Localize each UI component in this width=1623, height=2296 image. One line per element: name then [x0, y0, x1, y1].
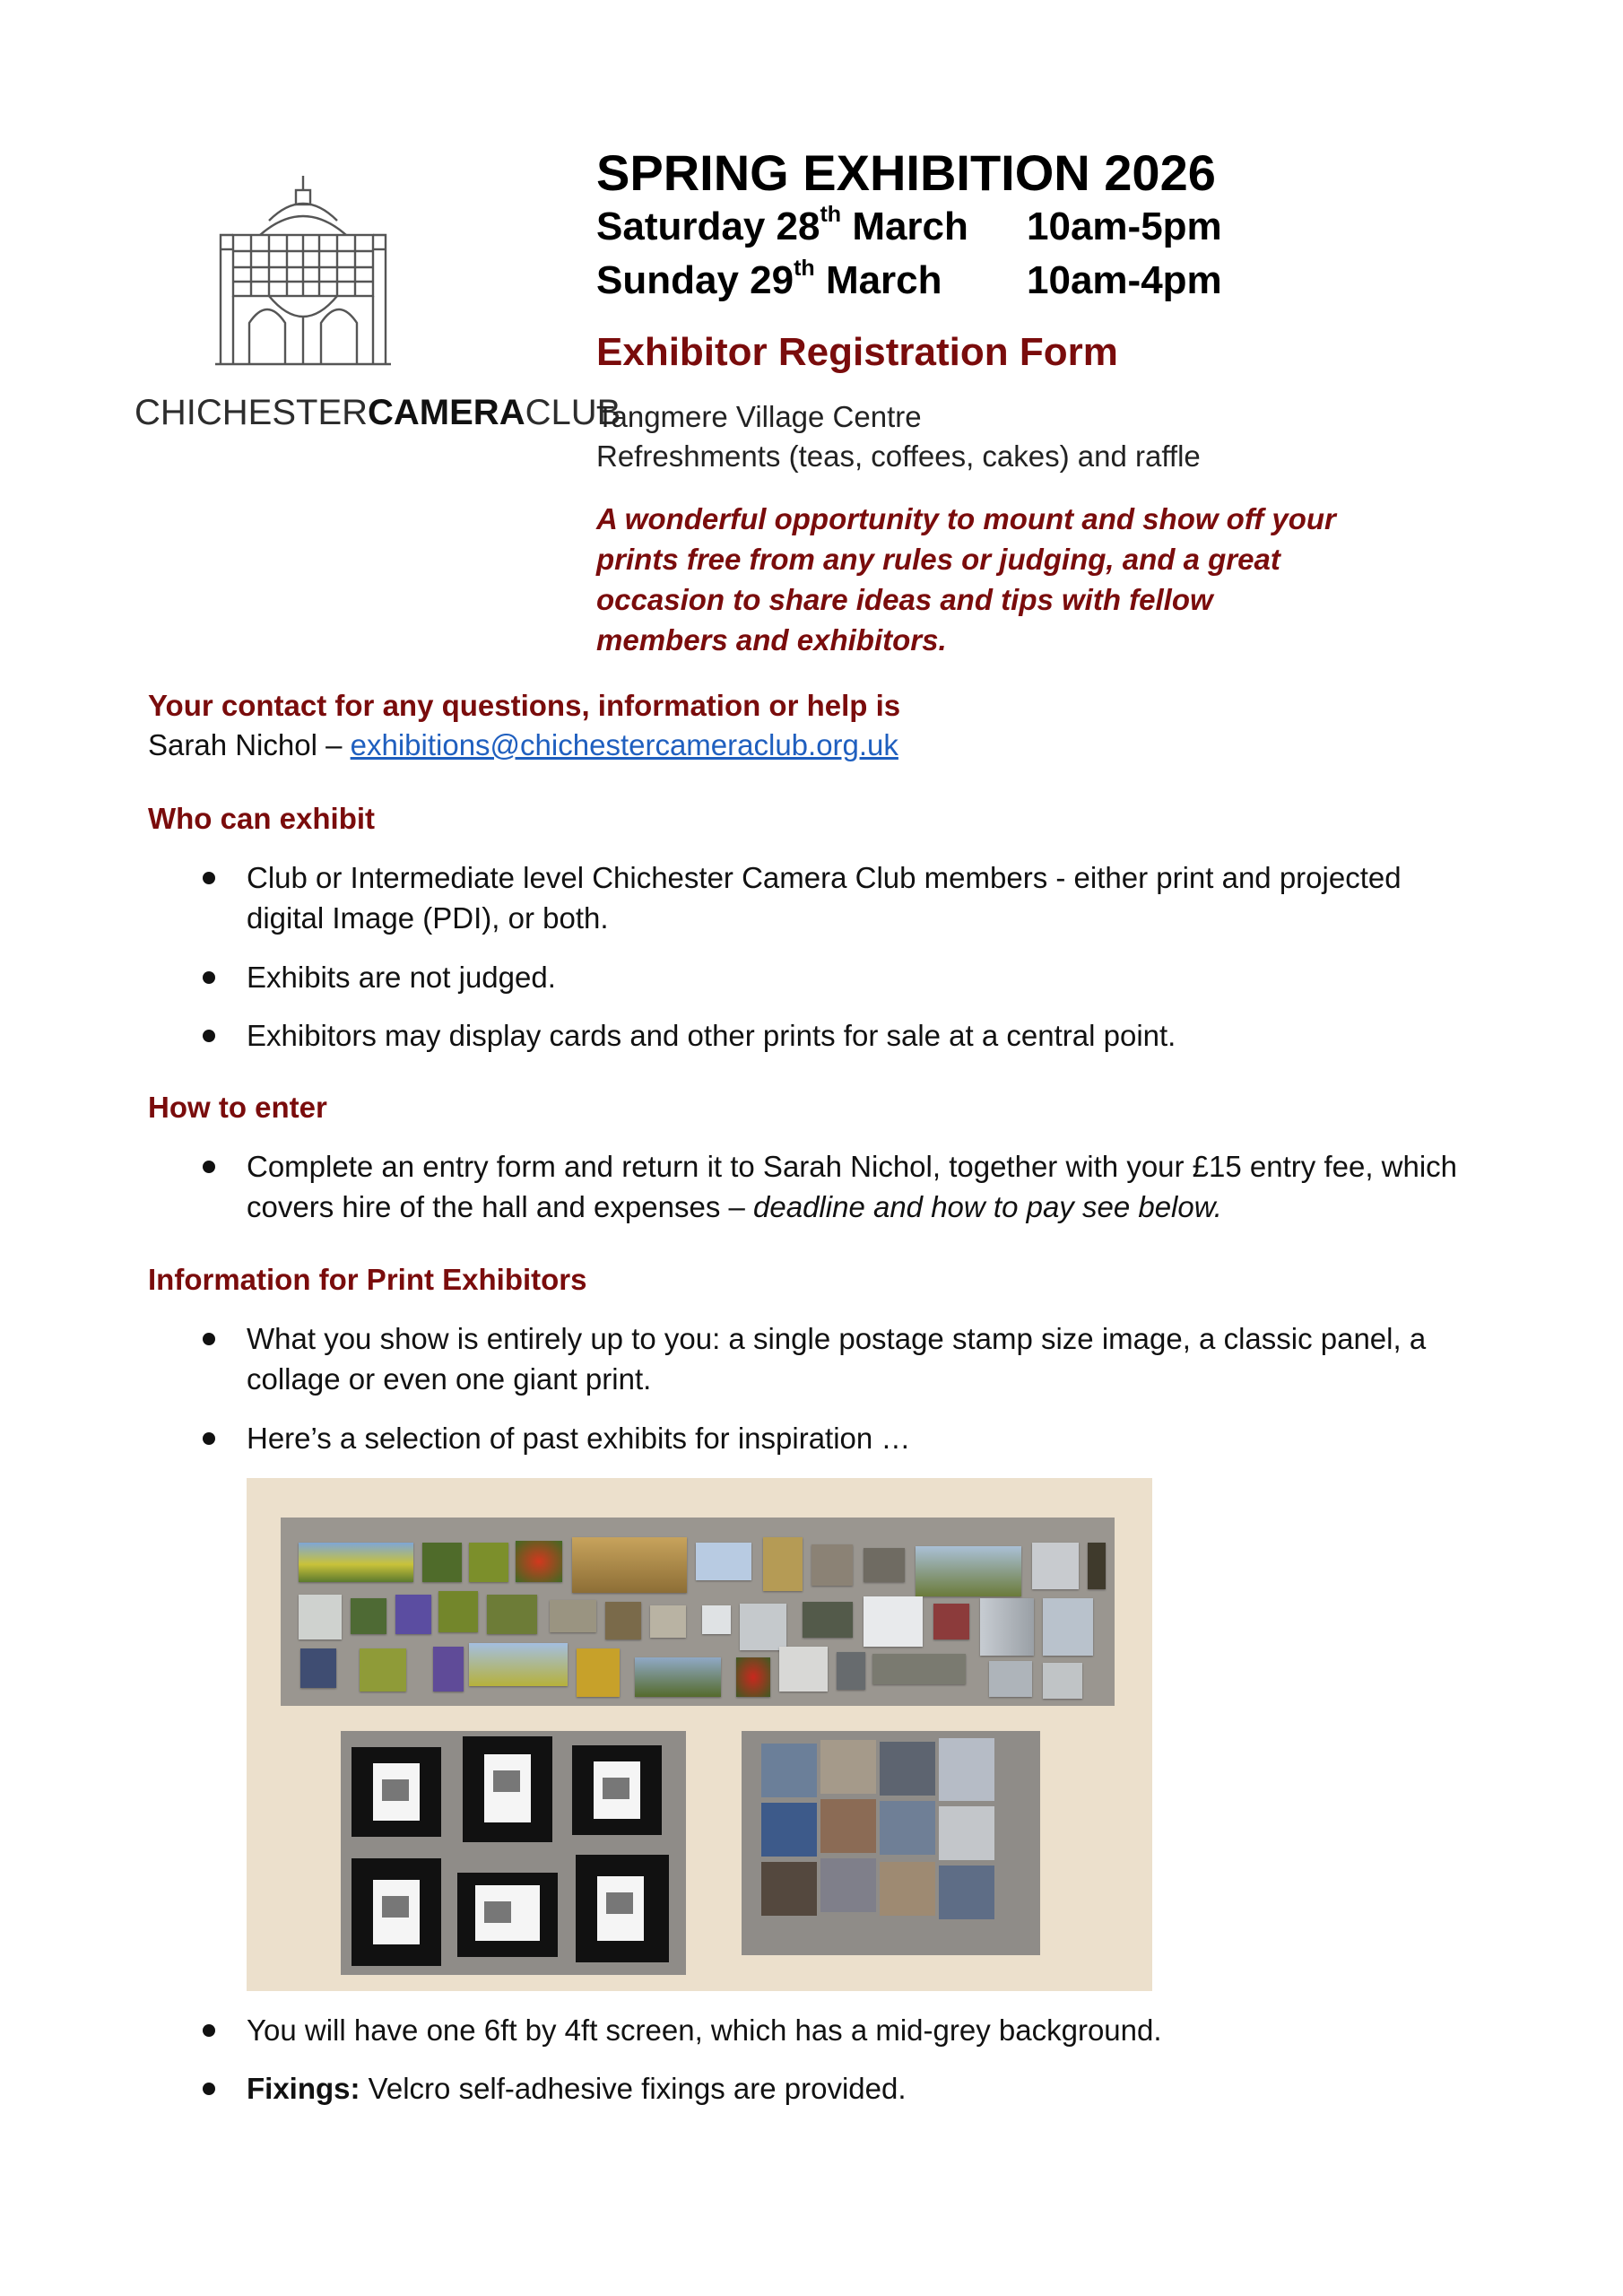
bullet-dot [203, 1333, 215, 1345]
list-item: What you show is entirely up to you: a single postage stamp size image, a classic panel, a collage or even one giant print. [247, 1322, 1427, 1396]
list-item: Here’s a selection of past exhibits for inspiration … [247, 1422, 911, 1455]
date-row-sunday: Sunday 29th March 10am-4pm [596, 256, 1222, 302]
contact-name: Sarah Nichol – [148, 728, 351, 761]
page-title: SPRING EXHIBITION 2026 [596, 144, 1216, 201]
print-info-heading: Information for Print Exhibitors [148, 1263, 587, 1296]
club-logo-text: CHICHESTERCAMERACLUB [135, 393, 621, 432]
intro-blurb: A wonderful opportunity to mount and show off your prints free from any rules or judging, and a great occasion to share ideas and tips with fellow members and exhibitors. [596, 502, 1336, 657]
list-item: Complete an entry form and return it to Sarah Nichol, together with your £15 entry fee, which covers hire of the hall and expenses – deadline and how to pay see below. [247, 1150, 1458, 1223]
bullet-dot [203, 1030, 215, 1042]
exhibit-wall-panel [281, 1518, 1115, 1706]
bullet-dot [203, 1432, 215, 1445]
who-can-exhibit-heading: Who can exhibit [148, 802, 376, 835]
list-item: Exhibitors may display cards and other prints for sale at a central point. [247, 1019, 1176, 1052]
how-to-enter-heading: How to enter [148, 1091, 327, 1124]
list-item: Exhibits are not judged. [247, 961, 556, 994]
contact-line [148, 728, 898, 762]
list-item: Club or Intermediate level Chichester Camera Club members - either print and projected digital Image (PDI), or both. [247, 861, 1402, 935]
monochrome-panel-board [341, 1731, 686, 1975]
refreshments: Refreshments (teas, coffees, cakes) and raffle [596, 439, 1201, 473]
fixings-label: Fixings: [247, 2072, 360, 2105]
bullet-dot [203, 2024, 215, 2037]
contact-email-link[interactable]: exhibitions@chichestercameraclub.org.uk [350, 728, 898, 761]
bullet-dot [203, 2083, 215, 2095]
bullet-dot [203, 872, 215, 884]
list-item: Fixings: Velcro self-adhesive fixings are provided. [247, 2072, 907, 2105]
form-title: Exhibitor Registration Form [596, 330, 1118, 374]
building-dome-icon [135, 170, 493, 386]
bullet-dot [203, 1161, 215, 1173]
contact-heading: Your contact for any questions, information or help is [148, 689, 901, 722]
list-item: You will have one 6ft by 4ft screen, which has a mid-grey background. [247, 2013, 1162, 2047]
past-exhibits-photo [247, 1478, 1152, 1991]
club-logo [135, 170, 621, 432]
collage-panel-board [742, 1731, 1040, 1955]
venue: Tangmere Village Centre [596, 400, 922, 433]
date-row-saturday: Saturday 28th March 10am-5pm [596, 202, 1222, 248]
bullet-dot [203, 971, 215, 984]
